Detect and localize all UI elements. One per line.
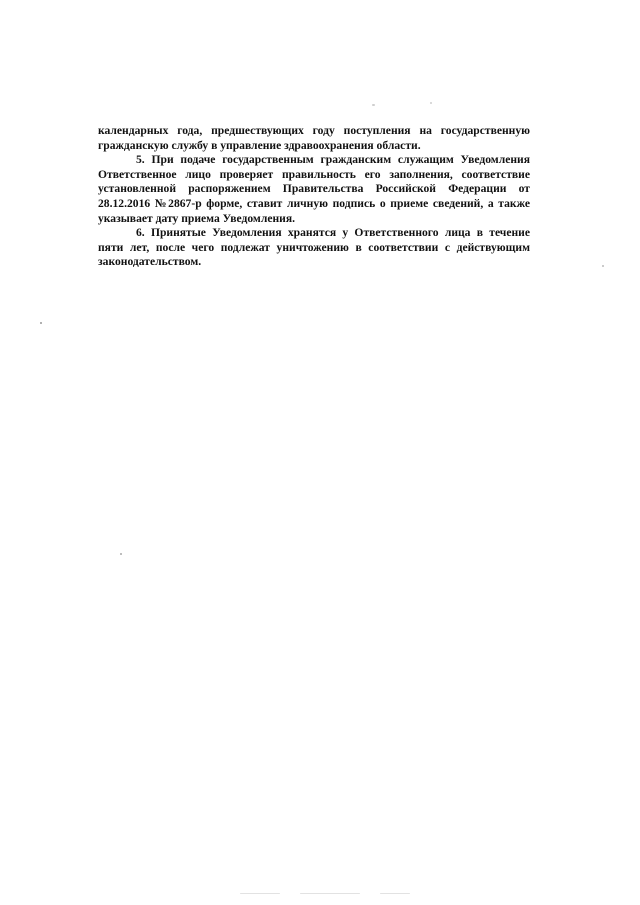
scan-speck bbox=[602, 265, 604, 267]
scan-speck bbox=[300, 893, 360, 894]
scan-speck bbox=[372, 104, 375, 106]
paragraph-continuation: календарных года, предшествующих году поступления на государственную гражданскую службу в управление здравоохранения области. bbox=[98, 124, 530, 152]
scan-speck bbox=[240, 893, 280, 894]
scan-speck bbox=[380, 893, 410, 894]
scan-speck bbox=[430, 102, 432, 104]
paragraph-item-6: 6. Принятые Уведомления хранятся у Ответственного лица в течение пяти лет, после чего подлежат уничтожению в соответствии с действующим законодательством. bbox=[98, 226, 530, 269]
paragraph-item-5: 5. При подаче государственным гражданским служащим Уведомления Ответственное лицо проверяет правильность его заполнения, соответствие установленной распоряжением Правительства Российской Федерации от 28.12.2016 №2867-р форме, ставит личную подпись о приеме сведений, а также указывает дату приема Уведомления. bbox=[98, 153, 530, 225]
document-body bbox=[98, 124, 530, 270]
scan-speck bbox=[40, 322, 42, 324]
scan-speck bbox=[120, 553, 122, 555]
